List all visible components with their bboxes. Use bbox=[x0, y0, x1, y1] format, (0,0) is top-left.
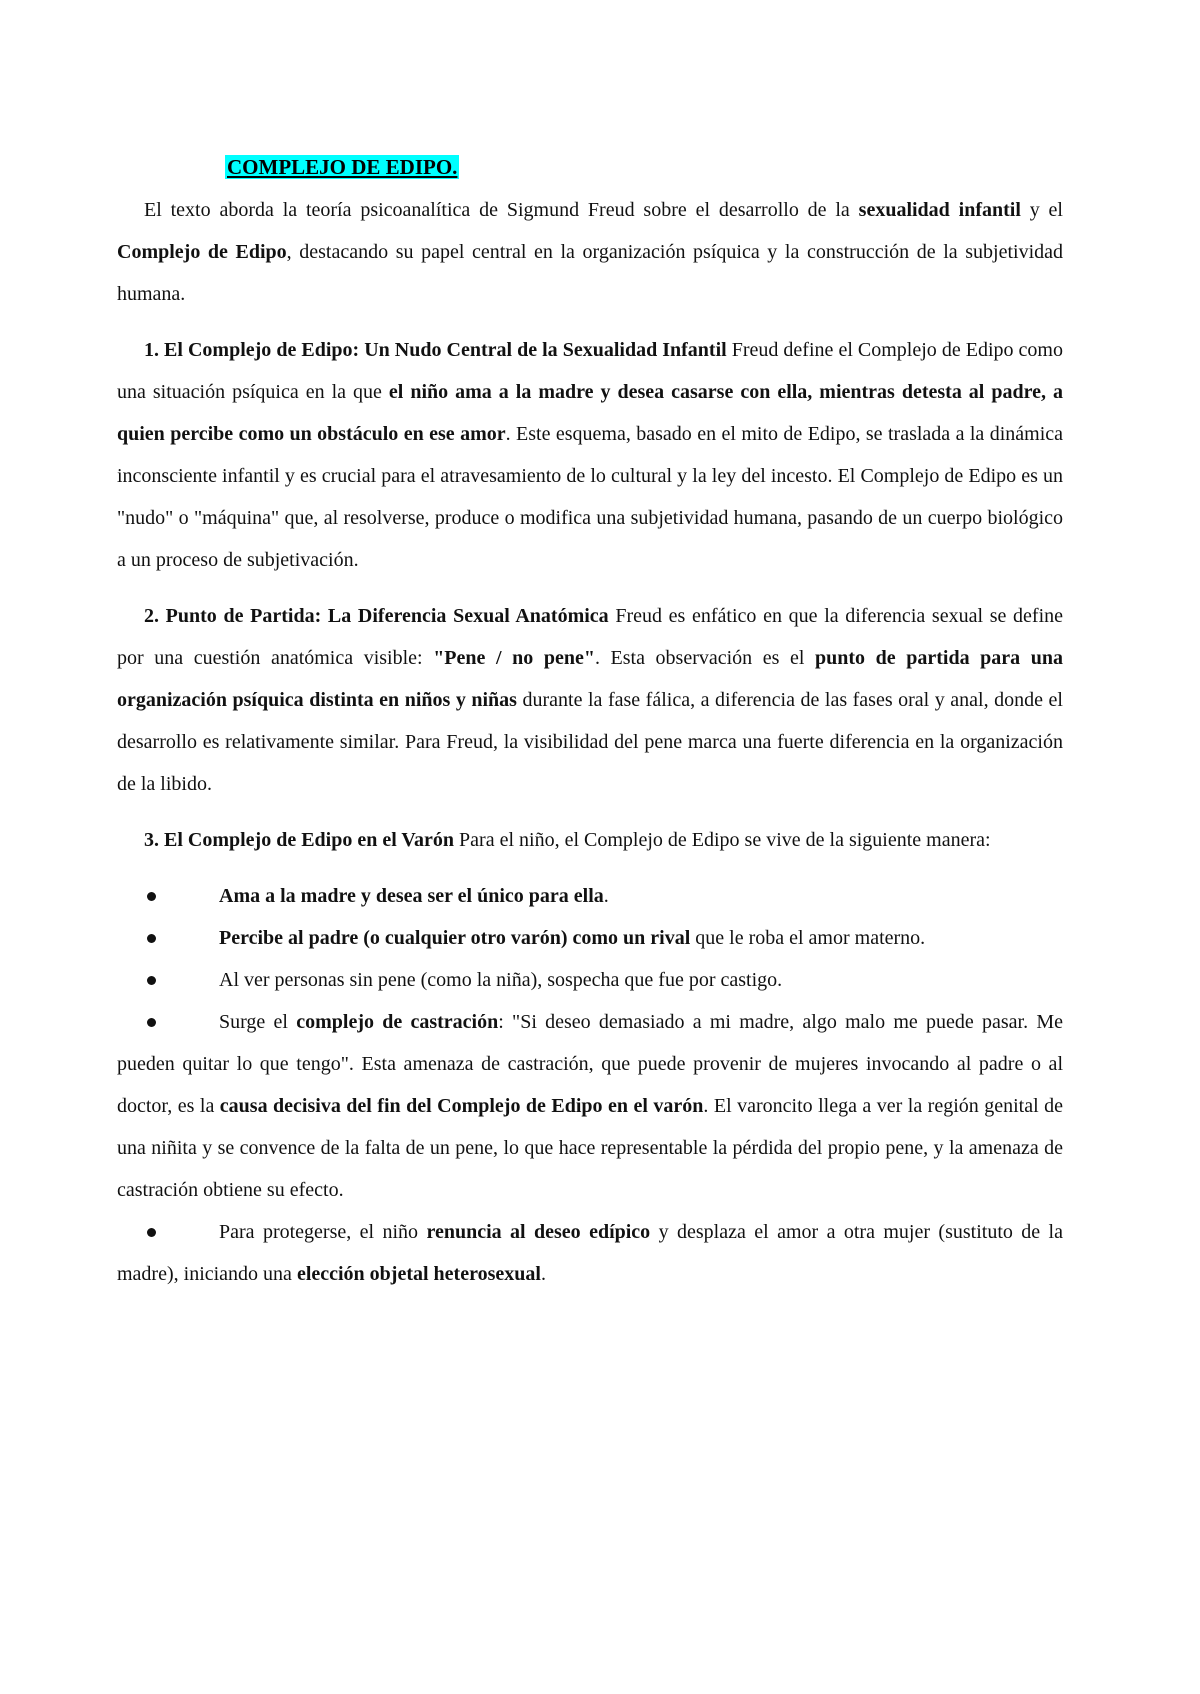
bullet-1-bold: Ama a la madre y desea ser el único para ella bbox=[219, 885, 604, 907]
bullet-4-bold-1: complejo de castración bbox=[296, 1011, 499, 1033]
section-2-text-2: . Esta observación es el bbox=[594, 647, 816, 669]
bullet-item-5 bbox=[117, 1211, 1063, 1295]
intro-text-3: , destacando su papel central en la organización psíquica y la construcción de la subjetividad humana. bbox=[117, 241, 1064, 305]
section-1-text-2: . Este esquema, basado en el mito de Edipo, se traslada a la dinámica inconsciente infantil y es crucial para el atravesamiento de lo cultural y la ley del incesto. El Complejo de Edipo es un "nudo" o "máquina" que, al resolverse, produce o modifica una subjetividad humana, pasando de un cuerpo biológico a un proceso de subjetivación. bbox=[117, 423, 1064, 571]
intro-text-1: El texto aborda la teoría psicoanalítica de Sigmund Freud sobre el desarrollo de la bbox=[144, 199, 859, 221]
section-3-text-1: Para el niño, el Complejo de Edipo se vive de la siguiente manera: bbox=[454, 829, 991, 851]
section-2-text-1: Freud es enfático en que la diferencia sexual se define por una cuestión anatómica visible: bbox=[117, 605, 1063, 669]
bullet-dot-icon bbox=[147, 1018, 156, 1027]
bullet-item-3 bbox=[117, 959, 1063, 1001]
intro-bold-2: Complejo de Edipo bbox=[117, 241, 287, 263]
section-3-heading: 3. El Complejo de Edipo en el Varón bbox=[144, 829, 455, 851]
section-2-bold-1: "Pene / no pene" bbox=[433, 647, 595, 669]
intro-bold-1: sexualidad infantil bbox=[858, 199, 1021, 221]
bullet-item-4 bbox=[117, 1001, 1063, 1211]
bullet-item-1 bbox=[117, 875, 1063, 917]
bullet-4-text-1: Surge el bbox=[219, 1011, 297, 1033]
bullet-3-text: Al ver personas sin pene (como la niña), sospecha que fue por castigo. bbox=[219, 969, 783, 991]
bullet-dot-icon bbox=[147, 934, 156, 943]
section-2-text-3: durante la fase fálica, a diferencia de las fases oral y anal, donde el desarrollo es relativamente similar. Para Freud, la visibilidad del pene marca una fuerte diferencia en la organización de la libido. bbox=[117, 689, 1063, 795]
bullet-1-text: . bbox=[603, 885, 609, 907]
document-page bbox=[117, 150, 1063, 1295]
document-title: COMPLEJO DE EDIPO. bbox=[227, 155, 458, 179]
section-2-paragraph bbox=[117, 595, 1063, 805]
bullet-2-bold: Percibe al padre (o cualquier otro varón) como un rival bbox=[219, 927, 691, 949]
section-3-paragraph bbox=[117, 819, 1063, 861]
title-line bbox=[225, 150, 1063, 185]
intro-text-2: y el bbox=[1020, 199, 1063, 221]
bullet-5-text-1: Para protegerse, el niño bbox=[219, 1221, 427, 1243]
intro-paragraph bbox=[117, 189, 1063, 315]
section-2-bold-2: punto de partida para una organización psíquica distinta en niños y niñas bbox=[117, 647, 1063, 711]
bullet-5-text-3: . bbox=[540, 1263, 546, 1285]
section-2-heading: 2. Punto de Partida: La Diferencia Sexual Anatómica bbox=[144, 605, 609, 627]
bullet-list bbox=[117, 875, 1063, 1295]
bullet-4-text-2: : "Si deseo demasiado a mi madre, algo malo me puede pasar. Me pueden quitar lo que tengo". Esta amenaza de castración, que puede provenir de mujeres invocando al padre o al doctor, es la bbox=[117, 1011, 1064, 1117]
bullet-5-bold-1: renuncia al deseo edípico bbox=[426, 1221, 651, 1243]
bullet-item-2 bbox=[117, 917, 1063, 959]
bullet-4-text-3: . El varoncito llega a ver la región genital de una niñita y se convence de la falta de un pene, lo que hace representable la pérdida del propio pene, y la amenaza de castración obtiene su efecto. bbox=[117, 1095, 1064, 1201]
section-1-paragraph bbox=[117, 329, 1063, 581]
bullet-4-bold-2: causa decisiva del fin del Complejo de Edipo en el varón bbox=[219, 1095, 704, 1117]
section-1-bold-1: el niño ama a la madre y desea casarse con ella, mientras detesta al padre, a quien percibe como un obstáculo en ese amor bbox=[117, 381, 1063, 445]
bullet-2-text: que le roba el amor materno. bbox=[690, 927, 926, 949]
bullet-dot-icon bbox=[147, 892, 156, 901]
bullet-5-bold-2: elección objetal heterosexual bbox=[296, 1263, 541, 1285]
bullet-dot-icon bbox=[147, 976, 156, 985]
section-1-heading: 1. El Complejo de Edipo: Un Nudo Central de la Sexualidad Infantil bbox=[144, 339, 727, 361]
bullet-5-text-2: y desplaza el amor a otra mujer (sustituto de la madre), iniciando una bbox=[117, 1221, 1063, 1285]
bullet-dot-icon bbox=[147, 1228, 156, 1237]
section-1-text-1: Freud define el Complejo de Edipo como una situación psíquica en la que bbox=[117, 339, 1063, 403]
